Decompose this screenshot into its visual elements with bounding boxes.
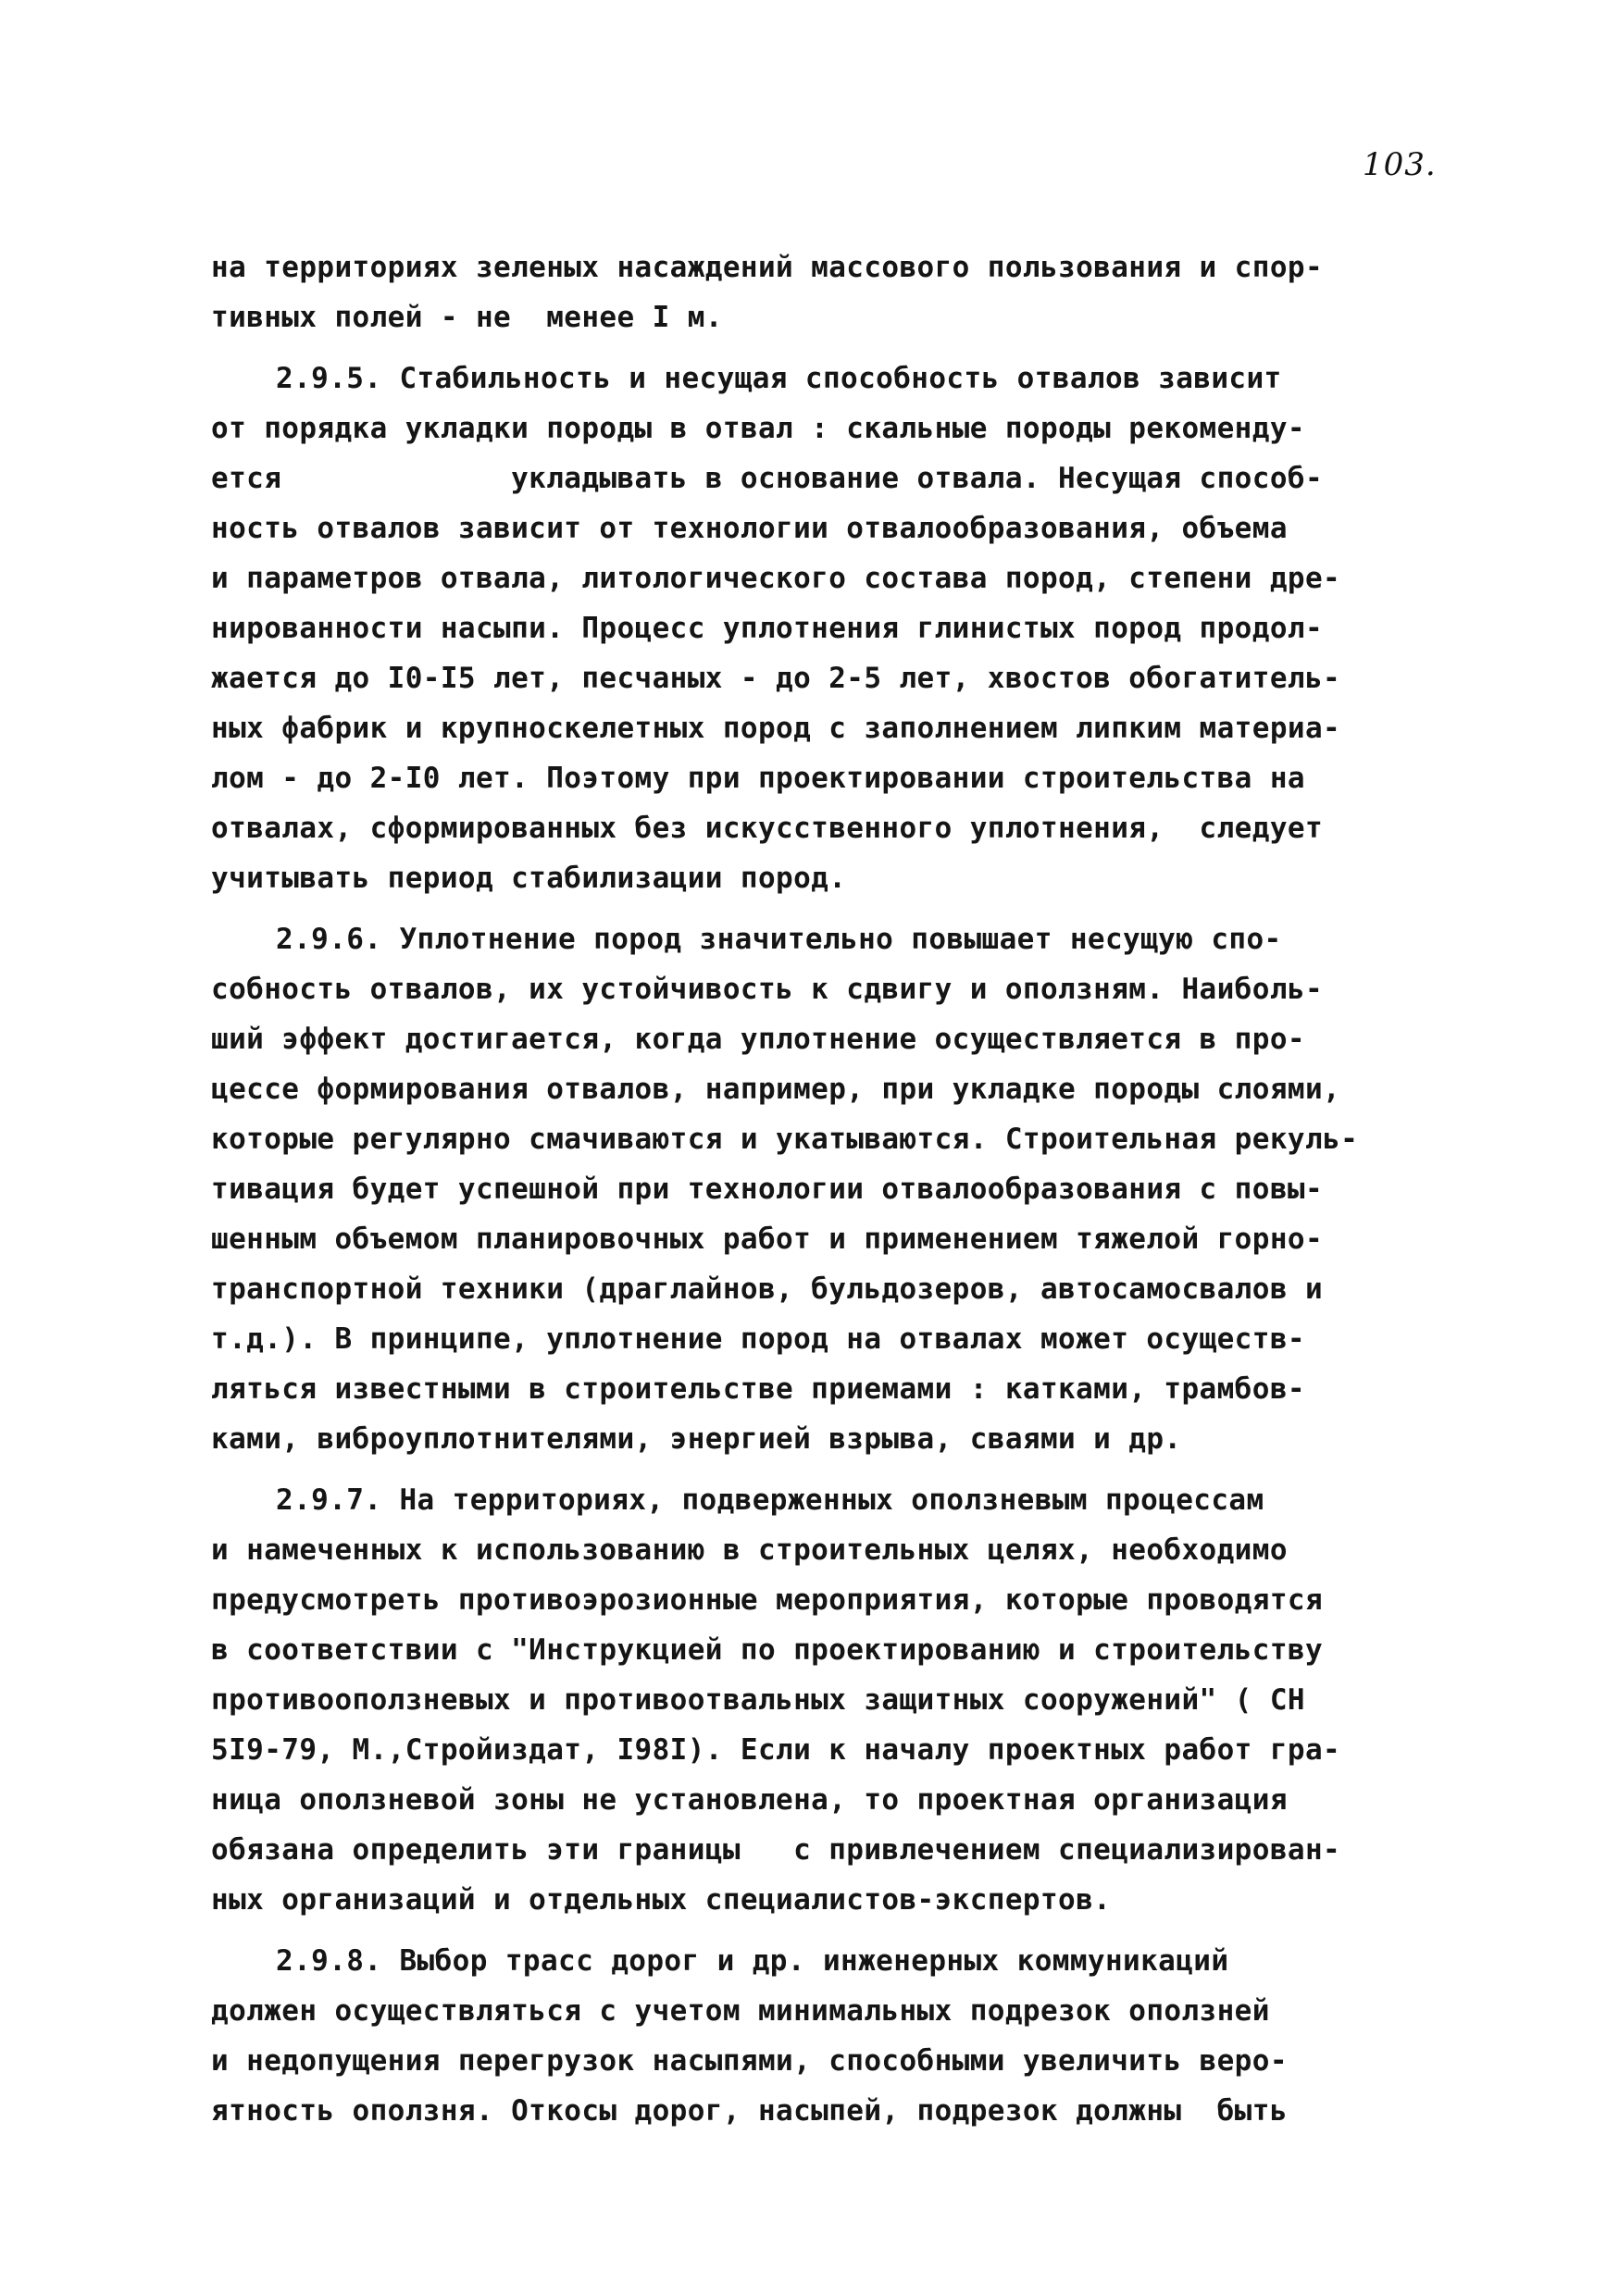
text-line: 2.9.6. Уплотнение пород значительно повышает несущую спо- (276, 923, 1282, 956)
text-line: отвалах, сформированных без искусственного уплотнения, следует (211, 812, 1324, 845)
text-line: противооползневых и противоотвальных защитных сооружений" ( СН (211, 1683, 1305, 1717)
text-line: ляться известными в строительстве приемами : катками, трамбов- (211, 1372, 1305, 1406)
text-line: и недопущения перегрузок насыпями, способными увеличить веро- (211, 2044, 1288, 2078)
text-line: и намеченных к использованию в строительных целях, необходимо (211, 1533, 1288, 1567)
text-line: ность отвалов зависит от технологии отвалообразования, объема (211, 512, 1288, 545)
text-line: ется укладывать в основание отвала. Несущая способ- (211, 462, 1324, 495)
text-line: должен осуществляться с учетом минимальных подрезок оползней (211, 1994, 1270, 2028)
text-line: т.д.). В принципе, уплотнение пород на отвалах может осуществ- (211, 1322, 1305, 1356)
text-line: ных организаций и отдельных специалистов-экспертов. (211, 1883, 1112, 1917)
text-line: от порядка укладки породы в отвал : скальные породы рекоменду- (211, 412, 1305, 445)
text-line: которые регулярно смачиваются и укатываются. Строительная рекуль- (211, 1123, 1359, 1156)
text-line: транспортной техники (драглайнов, бульдозеров, автосамосвалов и (211, 1272, 1324, 1306)
text-line: собность отвалов, их устойчивость к сдвигу и оползням. Наиболь- (211, 973, 1324, 1006)
text-line: цессе формирования отвалов, например, при укладке породы слоями, (211, 1073, 1341, 1106)
text-line: 2.9.7. На территориях, подверженных оползневым процессам (276, 1483, 1264, 1517)
paragraph (211, 1936, 1488, 2136)
text-line: 2.9.8. Выбор трасс дорог и др. инженерных коммуникаций (276, 1944, 1229, 1978)
text-line: обязана определить эти границы с привлечением специализирован- (211, 1833, 1341, 1867)
paragraph (211, 242, 1488, 342)
text-line: учитывать период стабилизации пород. (211, 862, 847, 895)
text-line: нированности насыпи. Процесс уплотнения глинистых пород продол- (211, 612, 1324, 645)
text-line: тивация будет успешной при технологии отвалообразования с повы- (211, 1173, 1324, 1206)
text-line: ший эффект достигается, когда уплотнение осуществляется в про- (211, 1023, 1305, 1056)
text-line: и параметров отвала, литологического состава пород, степени дре- (211, 562, 1341, 595)
text-line: предусмотреть противоэрозионные мероприятия, которые проводятся (211, 1583, 1324, 1617)
paragraph (211, 1475, 1488, 1925)
text-line: жается до I0-I5 лет, песчаных - до 2-5 лет, хвостов обогатитель- (211, 662, 1341, 695)
text-line: ница оползневой зоны не установлена, то проектная организация (211, 1783, 1288, 1817)
text-line: 5I9-79, М.,Стройиздат, I98I). Если к началу проектных работ гра- (211, 1733, 1341, 1767)
text-line: ками, виброуплотнителями, энергией взрыва, сваями и др. (211, 1422, 1182, 1456)
text-line: лом - до 2-I0 лет. Поэтому при проектировании строительства на (211, 762, 1305, 795)
paragraph (211, 914, 1488, 1464)
text-line: шенным объемом планировочных работ и применением тяжелой горно- (211, 1222, 1324, 1256)
paragraph (211, 354, 1488, 903)
text-line: в соответствии с "Инструкцией по проектированию и строительству (211, 1633, 1324, 1667)
text-line: на территориях зеленых насаждений массового пользования и спор- (211, 251, 1324, 284)
text-line: 2.9.5. Стабильность и несущая способность отвалов зависит (276, 362, 1282, 395)
document-body (211, 242, 1488, 2136)
text-line: ных фабрик и крупноскелетных пород с заполнением липким материа- (211, 712, 1341, 745)
page-number: 103. (1363, 146, 1437, 183)
text-line: ятность оползня. Откосы дорог, насыпей, подрезок должны быть (211, 2094, 1288, 2128)
text-line: тивных полей - не менее I м. (211, 301, 723, 334)
